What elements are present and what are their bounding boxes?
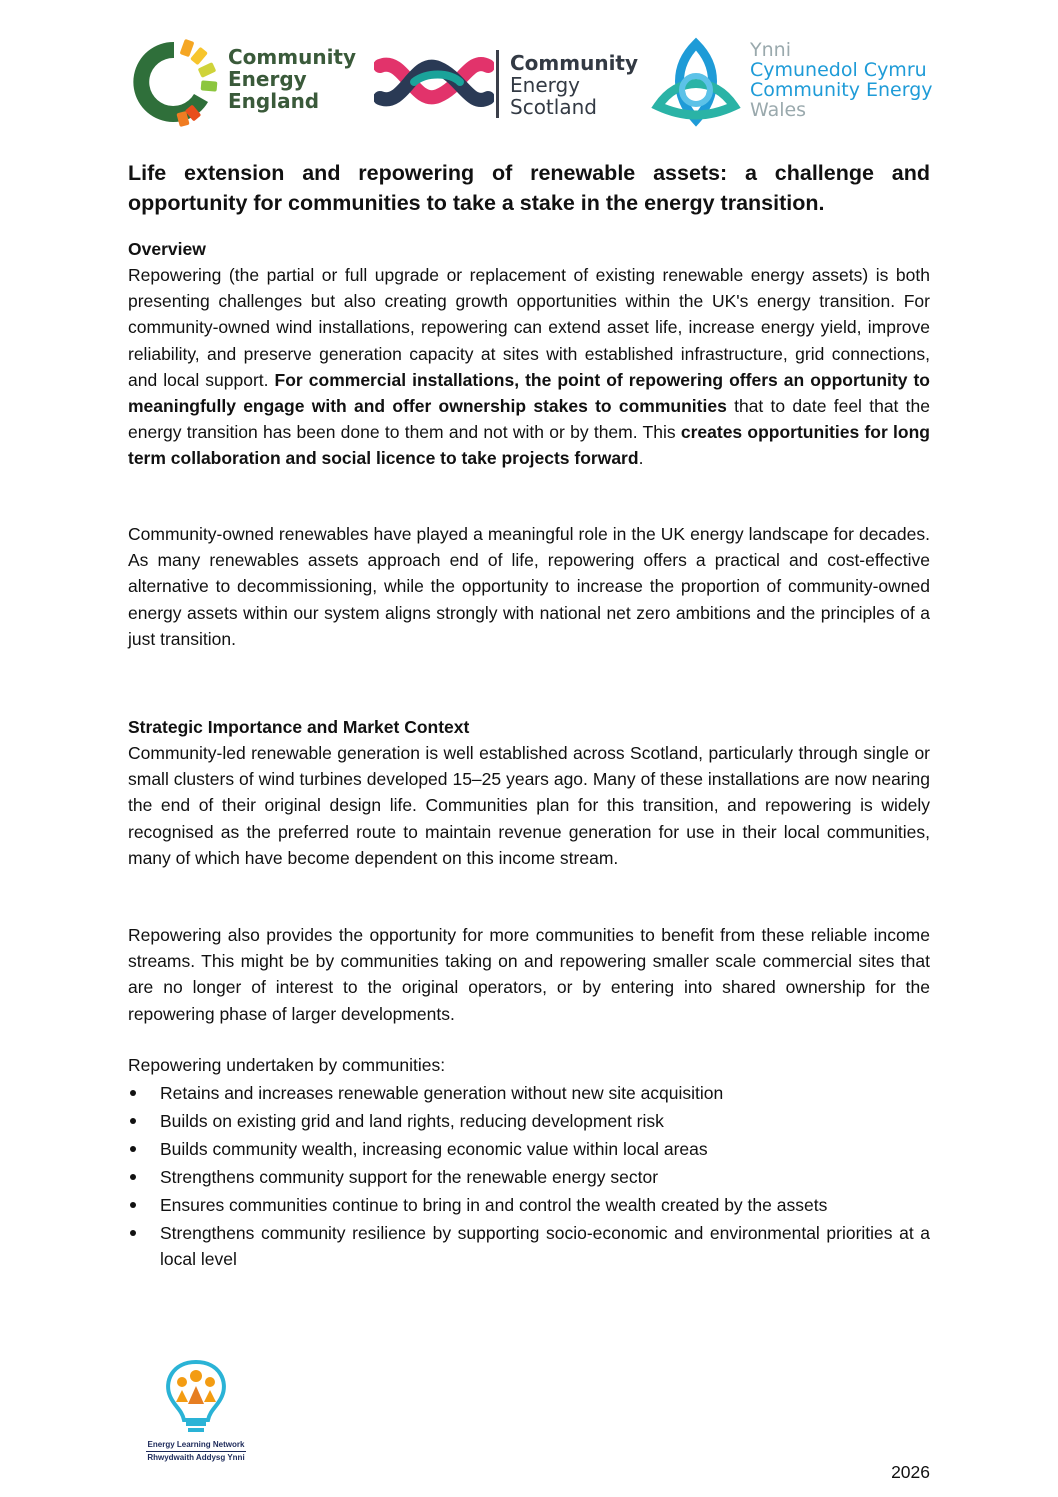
benefits-intro: Repowering undertaken by communities: [128, 1055, 446, 1075]
list-item: Ensures communities continue to bring in and control the wealth created by the assets [128, 1192, 930, 1218]
triquetra-icon [648, 36, 744, 128]
partner-logos [128, 36, 933, 128]
eln-name-english: Energy Learning Network [147, 1440, 245, 1449]
eln-name-welsh: Rhwydwaith Addysg Ynni [147, 1453, 245, 1462]
cee-line2: Energy [228, 67, 307, 91]
overview-paragraph-1 [128, 262, 930, 472]
list-item: Strengthens community resilience by supporting socio-economic and environmental priorities at a local level [128, 1220, 930, 1272]
overview-paragraph-2-block [128, 521, 930, 652]
document-year: 2026 [891, 1462, 930, 1482]
benefits-block [128, 1052, 930, 1274]
cee-line3: England [228, 89, 320, 113]
ces-line2: Energy [510, 73, 581, 97]
benefits-list [128, 1080, 930, 1272]
community-energy-wales-logo [648, 36, 938, 128]
cee-line1: Community [228, 45, 357, 69]
cee-ring-icon [128, 36, 220, 128]
overview-paragraph-2: Community-owned renewables have played a meaningful role in the UK energy landscape for decades. As many renewables assets approach end of life, repowering offers a practical and cost-effective alternative to decommissioning, while the opportunity to increase the proportion of community-owned energy assets within our system aligns strongly with national net zero ambitions and the principles of a just transition. [128, 524, 930, 649]
ces-knot-icon [374, 36, 494, 128]
p1-text-e: . [638, 448, 644, 469]
list-item: Strengthens community support for the renewable energy sector [128, 1164, 930, 1190]
list-item: Retains and increases renewable generation without new site acquisition [128, 1080, 930, 1106]
ccew-line2: Cymunedol Cymru [750, 59, 927, 81]
strategic-paragraph-1: Community-led renewable generation is well established across Scotland, particularly through single or small clusters of wind turbines developed 15–25 years ago. Many of these installations are now nearing the end of their original design life. Communities plan for this transition, and repowering is widely recognised as the preferred route to maintain revenue generation for use in their local communities, many of which have become dependent on this income stream. [128, 743, 930, 868]
list-item: Builds on existing grid and land rights, reducing development risk [128, 1108, 930, 1134]
p1-text-c: that to date feel that the energy transition has been done to them and not with or by them. This [128, 396, 931, 443]
ces-line3: Scotland [510, 95, 597, 119]
strategic-section [128, 714, 930, 871]
document-title: Life extension and repowering of renewable assets: a challenge and opportunity for communities to take a stake in the energy transition. [128, 161, 930, 215]
strategic-paragraph-2: Repowering also provides the opportunity for more communities to benefit from these reliable income streams. This might be by communities taking on and repowering smaller scale commercial sites that are no longer of interest to the original operators, or by entering into shared ownership for the repowering phase of larger developments. [128, 925, 930, 1024]
strategic-paragraph-2-block [128, 922, 930, 1027]
community-energy-scotland-logo [374, 36, 639, 128]
overview-section [128, 236, 930, 472]
ccew-line4: Wales [750, 99, 807, 121]
p1-text-a: Repowering (the partial or full upgrade or replacement of existing renewable energy assets) is both presenting challenges but also creating growth opportunities within the UK's energy transition. For community-owned wind installations, repowering can extend asset life, increase energy yield, improve reliability, and preserve generation capacity at sites with established infrastructure, grid connections, and local support. [128, 265, 930, 390]
eln-divider [146, 1451, 246, 1452]
lightbulb-people-icon [140, 1358, 252, 1438]
overview-heading: Overview [128, 239, 206, 259]
ccew-line3: Community Energy [750, 79, 933, 101]
list-item: Builds community wealth, increasing economic value within local areas [128, 1136, 930, 1162]
p1-bold-d: creates opportunities for long term collaboration and social licence to take projects forward [128, 422, 930, 469]
ces-line1: Community [510, 51, 639, 75]
ccew-line1: Ynni [750, 39, 791, 61]
community-energy-england-logo [128, 36, 368, 128]
strategic-heading: Strategic Importance and Market Context [128, 717, 470, 737]
energy-learning-network-logo [140, 1358, 252, 1468]
p1-bold-b: For commercial installations, the point of repowering offers an opportunity to meaningfully engage with and offer ownership stakes to communities [128, 369, 930, 417]
ces-divider [496, 50, 499, 118]
